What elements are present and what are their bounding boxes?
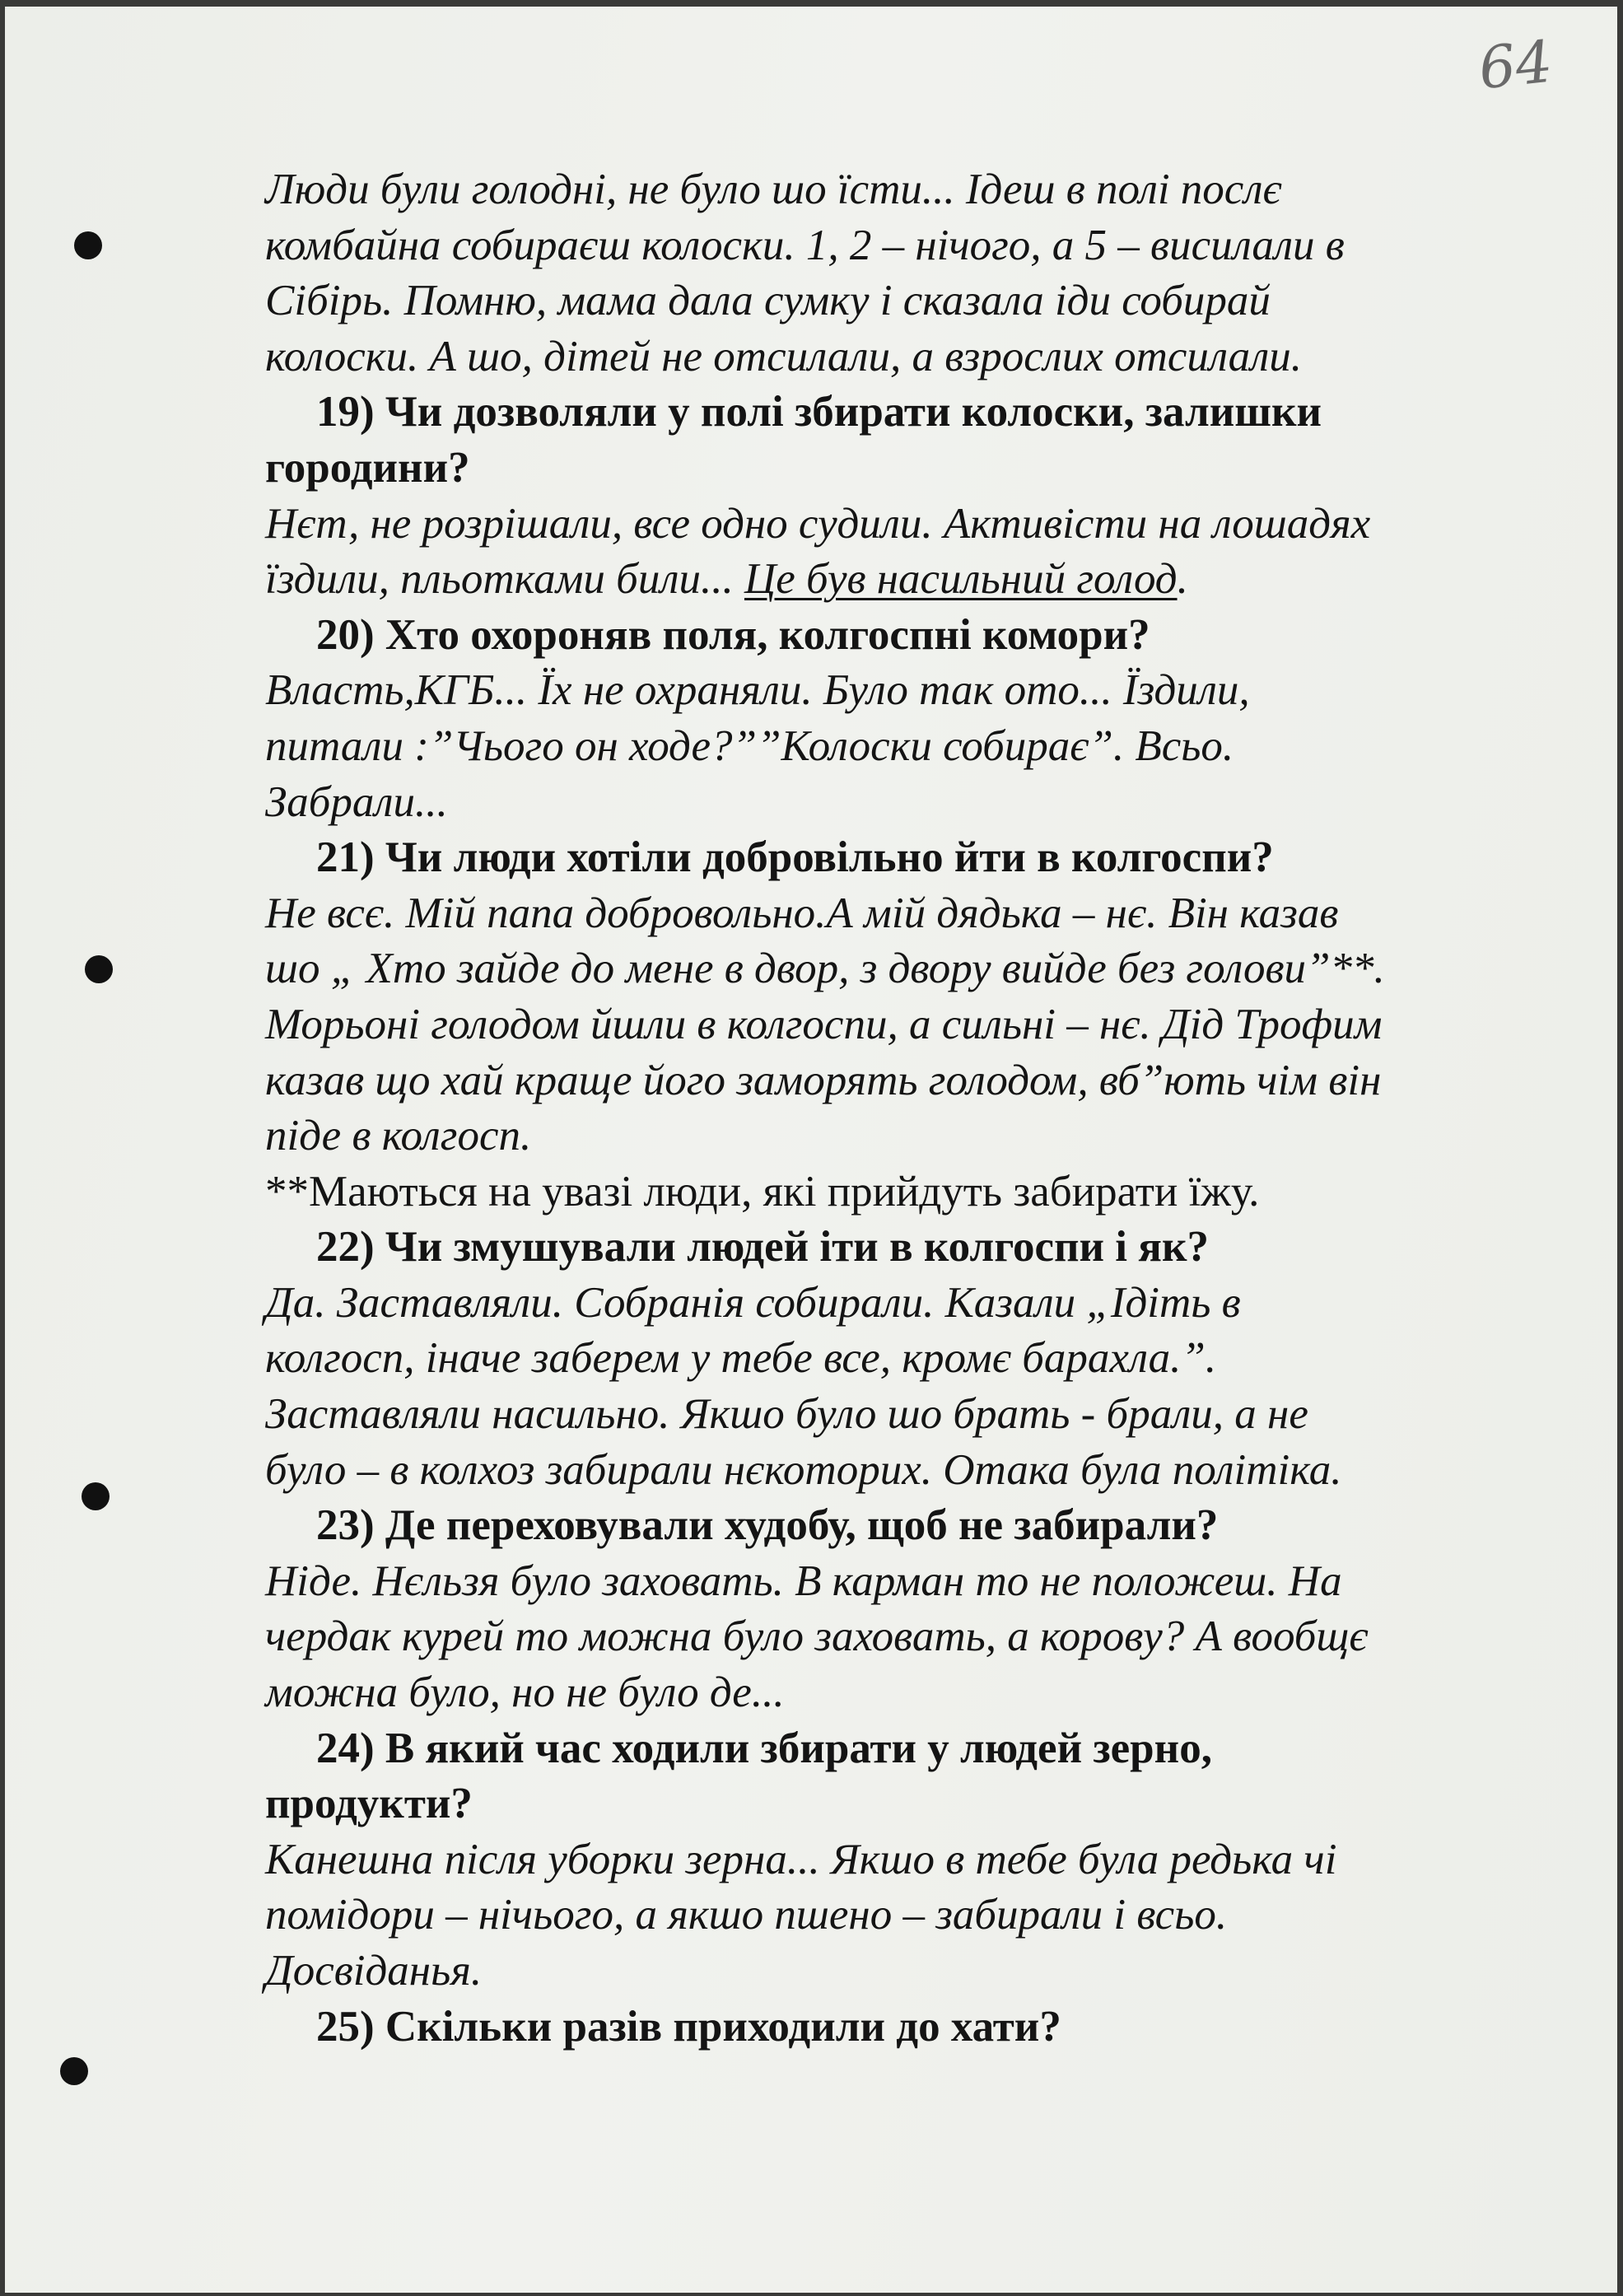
line-text: казав що хай краще його заморять голодом, вб”ють чім він	[265, 1056, 1382, 1104]
line-text: .	[1177, 555, 1188, 604]
line-text: Забрали...	[265, 777, 448, 826]
answer-line	[265, 1888, 1550, 1944]
line-text: помідори – нічього, а якшо пшено – забирали і всьо.	[265, 1891, 1228, 1939]
answer-line	[265, 775, 1550, 831]
punch-hole	[82, 1482, 110, 1510]
document-body	[265, 162, 1550, 2055]
answer-line	[265, 218, 1550, 274]
question-line	[265, 1498, 1550, 1554]
question-line	[265, 441, 1550, 497]
line-text: 24) В який час ходили збирати у людей зерно,	[316, 1724, 1212, 1772]
punch-hole	[60, 2057, 88, 2085]
answer-line	[265, 1554, 1550, 1610]
question-line	[265, 608, 1550, 664]
underlined-text: Це був насильний голод	[744, 555, 1178, 604]
line-text: Власть,КГБ... Їх не охраняли. Було так ото... Їздили,	[265, 666, 1250, 715]
answer-line	[265, 1331, 1550, 1387]
answer-line	[265, 1944, 1550, 2000]
question-line	[265, 385, 1550, 441]
answer-line	[265, 497, 1550, 553]
answer-line	[265, 162, 1550, 218]
line-text: Нєт, не розрішали, все одно судили. Активісти на лошадях	[265, 499, 1371, 548]
line-text: **Маються на увазі люди, які прийдуть забирати їжу.	[265, 1167, 1260, 1216]
question-line	[265, 1721, 1550, 1777]
line-text: Сібірь. Помню, мама дала сумку і сказала іди собирай	[265, 277, 1271, 325]
answer-line	[265, 1609, 1550, 1665]
line-text: їздили, пльотками били...	[265, 555, 744, 604]
punch-hole	[74, 231, 102, 259]
question-line	[265, 1776, 1550, 1832]
question-line	[265, 2000, 1550, 2056]
line-text: Люди були голодні, не було шо їсти... Ідеш в полі послє	[265, 166, 1282, 213]
answer-line	[265, 1108, 1550, 1164]
line-text: Заставляли насильно. Якшо було шо брать - брали, а не	[265, 1390, 1308, 1439]
line-text: було – в колхоз забирали нєкоторих. Отака була політіка.	[265, 1445, 1342, 1494]
line-text: Да. Заставляли. Собранія собирали. Казали „Ідіть в	[265, 1278, 1241, 1327]
handwritten-page-number: 64	[1475, 27, 1556, 103]
line-text: комбайна собираєш колоски. 1, 2 – нічого, а 5 – висилали в	[265, 221, 1345, 269]
answer-line	[265, 1387, 1550, 1443]
line-text: 22) Чи змушували людей іти в колгоспи і як?	[316, 1223, 1209, 1272]
answer-line	[265, 329, 1550, 385]
line-text: шо „ Хто зайде до мене в двор, з двору вийде без голови”**.	[265, 945, 1385, 993]
line-text: Ніде. Нєльзя було заховать. В карман то не положеш. На	[265, 1556, 1342, 1605]
answer-line	[265, 1832, 1550, 1888]
line-text: колоски. А шо, дітей не отсилали, а взрослих отсилали.	[265, 332, 1303, 380]
line-text: городини?	[265, 443, 470, 492]
answer-line	[265, 663, 1550, 719]
answer-line	[265, 1665, 1550, 1721]
line-text: чердак курей то можна було заховать, а корову? А вообщє	[265, 1612, 1369, 1661]
line-text: 19) Чи дозволяли у полі збирати колоски, залишки	[316, 388, 1322, 436]
answer-line	[265, 1443, 1550, 1499]
question-line	[265, 830, 1550, 886]
line-text: продукти?	[265, 1780, 473, 1828]
line-text: питали :”Чього он ходе?””Колоски собирає”. Всьо.	[265, 721, 1234, 770]
answer-line	[265, 273, 1550, 329]
answer-line	[265, 719, 1550, 775]
line-text: Морьоні голодом йшли в колгоспи, а сильні – нє. Дід Трофим	[265, 1000, 1383, 1048]
answer-line	[265, 1053, 1550, 1109]
line-text: 20) Хто охороняв поля, колгоспні комори?	[316, 610, 1150, 659]
answer-line	[265, 997, 1550, 1053]
line-text: піде в колгосп.	[265, 1112, 532, 1160]
punch-hole	[85, 955, 113, 983]
footnote-line	[265, 1164, 1550, 1220]
line-text: 21) Чи люди хотіли добровільно йти в колгоспи?	[316, 833, 1274, 882]
line-text: Досвіданья.	[265, 1947, 483, 1995]
line-text: 23) Де переховували худобу, щоб не забирали?	[316, 1501, 1219, 1550]
question-line	[265, 1220, 1550, 1276]
answer-line	[265, 552, 1550, 608]
line-text: Канешна після уборки зерна... Якшо в тебе була редька чі	[265, 1835, 1337, 1883]
line-text: можна було, но не було де...	[265, 1668, 785, 1717]
answer-line	[265, 1276, 1550, 1332]
answer-line	[265, 941, 1550, 997]
line-text: колгосп, іначе заберем у тебе все, кромє барахла.”.	[265, 1334, 1217, 1383]
line-text: Не всє. Мій папа добровольно.А мій дядька – нє. Він казав	[265, 889, 1339, 937]
line-text: 25) Скільки разів приходили до хати?	[316, 2002, 1061, 2051]
answer-line	[265, 886, 1550, 942]
